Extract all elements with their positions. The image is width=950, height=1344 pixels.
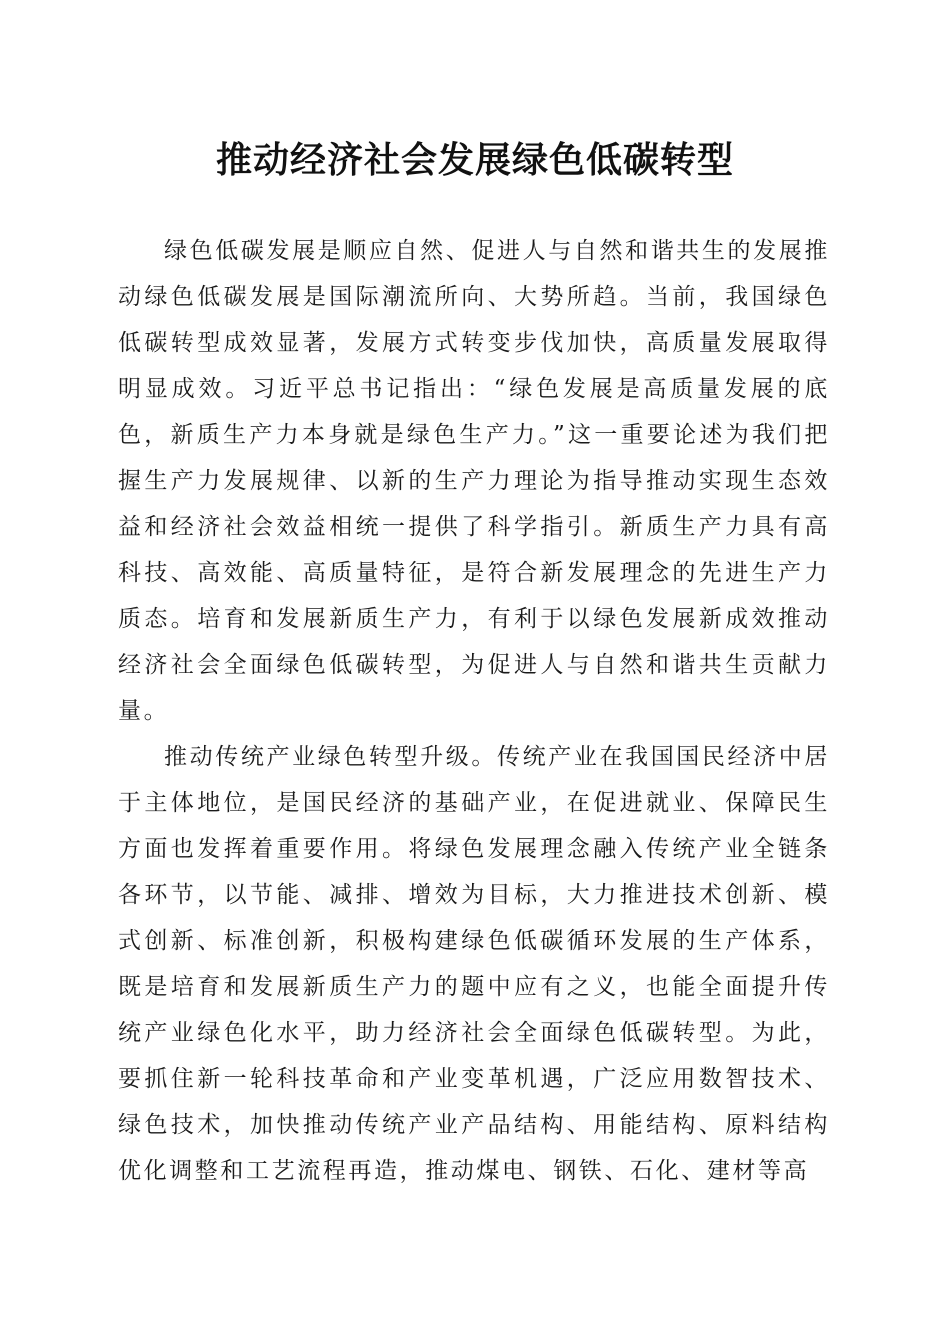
document-body — [118, 228, 830, 1194]
paragraph-1: 绿色低碳发展是顺应自然、促进人与自然和谐共生的发展推动绿色低碳发展是国际潮流所向、大势所趋。当前，我国绿色低碳转型成效显著，发展方式转变步伐加快，高质量发展取得明显成效。习近平总书记指出：“绿色发展是高质量发展的底色，新质生产力本身就是绿色生产力。”这一重要论述为我们把握生产力发展规律、以新的生产力理论为指导推动实现生态效益和经济社会效益相统一提供了科学指引。新质生产力具有高科技、高效能、高质量特征，是符合新发展理念的先进生产力质态。培育和发展新质生产力，有利于以绿色发展新成效推动经济社会全面绿色低碳转型，为促进人与自然和谐共生贡献力量。 — [118, 238, 830, 724]
document-title: 推动经济社会发展绿色低碳转型 — [215, 139, 734, 181]
paragraph-2: 推动传统产业绿色转型升级。传统产业在我国国民经济中居于主体地位，是国民经济的基础产业，在促进就业、保障民生方面也发挥着重要作用。将绿色发展理念融入传统产业全链条各环节，以节能、减排、增效为目标，大力推进技术创新、模式创新、标准创新，积极构建绿色低碳循环发展的生产体系，既是培育和发展新质生产力的题中应有之义，也能全面提升传统产业绿色化水平，助力经济社会全面绿色低碳转型。为此，要抓住新一轮科技革命和产业变革机遇，广泛应用数智技术、绿色技术，加快推动传统产业产品结构、用能结构、原料结构优化调整和工艺流程再造，推动煤电、钢铁、石化、建材等高 — [118, 744, 830, 1184]
